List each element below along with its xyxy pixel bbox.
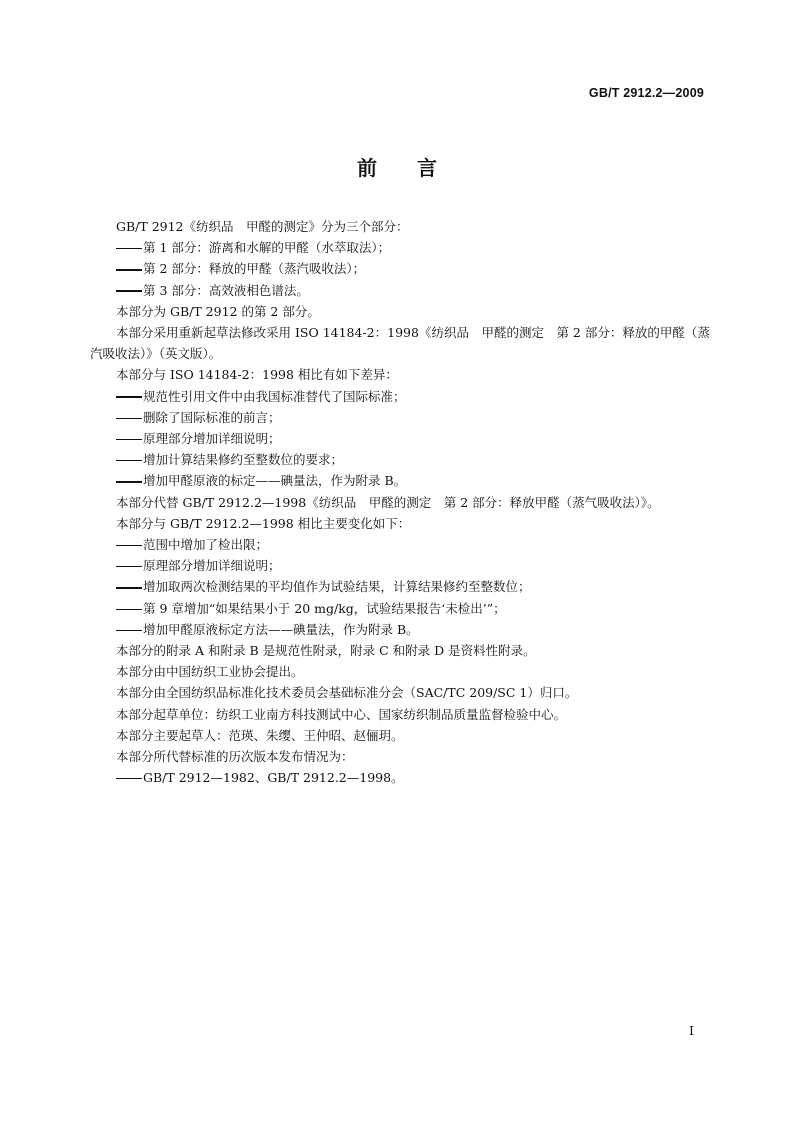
list-item: 增加取两次检测结果的平均值作为试验结果，计算结果修约至整数位； (90, 576, 710, 597)
em-dash (116, 439, 142, 440)
paragraph: 本部分所代替标准的历次版本发布情况为： (116, 749, 354, 765)
paragraph: 本部分与 GB/T 2912.2—1998 相比主要变化如下： (116, 515, 411, 531)
list-item: 增加甲醛原液标定方法——碘量法，作为附录 B。 (90, 619, 710, 640)
list-item: 第 9 章增加“如果结果小于 20 mg/kg，试验结果报告‘未检出’”； (90, 598, 710, 619)
list-item: GB/T 2912—1982、GB/T 2912.2—1998。 (90, 767, 710, 788)
em-dash (116, 566, 142, 567)
paragraph: 本部分的附录 A 和附录 B 是规范性附录，附录 C 和附录 D 是资料性附录。 (116, 643, 536, 659)
em-dash (116, 587, 142, 588)
paragraph: 本部分为 GB/T 2912 的第 2 部分。 (116, 303, 320, 319)
paragraph: 本部分采用重新起草法修改采用 ISO 14184-2：1998《纺织品 甲醛的测定 第 2 部分：释放的甲醛（蒸汽吸收法）》（英文版）。 (90, 325, 710, 362)
em-dash (116, 418, 142, 419)
em-dash (116, 778, 142, 779)
paragraph: GB/T 2912《纺织品 甲醛的测定》分为三个部分： (116, 219, 409, 234)
em-dash (116, 481, 142, 482)
em-dash (116, 269, 142, 270)
page-title: 前言 (357, 156, 477, 180)
paragraph: 本部分由全国纺织品标准化技术委员会基础标准分会（SAC/TC 209/SC 1）归口。 (116, 685, 578, 701)
list-item: 增加计算结果修约至整数位的要求； (90, 449, 710, 470)
preface-body (90, 216, 710, 788)
list-item: 原理部分增加详细说明； (90, 428, 710, 449)
list-item: 原理部分增加详细说明； (90, 555, 710, 576)
list-item: 规范性引用文件中由我国标准替代了国际标准； (90, 386, 710, 407)
list-item: 范围中增加了检出限； (90, 534, 710, 555)
em-dash (116, 609, 142, 610)
em-dash (116, 630, 142, 631)
page-number: I (689, 1023, 694, 1038)
paragraph: 本部分代替 GB/T 2912.2—1998《纺织品 甲醛的测定 第 2 部分：释放甲醛（蒸气吸收法）》。 (116, 494, 660, 510)
em-dash (116, 545, 142, 546)
paragraph: 本部分与 ISO 14184-2：1998 相比有如下差异： (116, 367, 398, 383)
paragraph: 本部分由中国纺织工业协会提出。 (116, 664, 304, 680)
em-dash (116, 460, 142, 461)
em-dash (116, 290, 142, 291)
paragraph: 本部分主要起草人：范瑛、朱缨、王仲昭、赵俪玥。 (116, 727, 404, 743)
paragraph: 本部分起草单位：纺织工业南方科技测试中心、国家纺织制品质量监督检验中心。 (116, 706, 567, 722)
list-item: 增加甲醛原液的标定——碘量法，作为附录 B。 (90, 470, 710, 491)
list-item: 删除了国际标准的前言； (90, 407, 710, 428)
list-item: 第 3 部分：高效液相色谱法。 (90, 280, 710, 301)
em-dash (116, 396, 142, 397)
list-item: 第 1 部分：游离和水解的甲醛（水萃取法）； (90, 237, 710, 258)
em-dash (116, 248, 142, 249)
standard-number: GB/T 2912.2—2009 (588, 86, 704, 100)
list-item: 第 2 部分：释放的甲醛（蒸汽吸收法）； (90, 258, 710, 279)
